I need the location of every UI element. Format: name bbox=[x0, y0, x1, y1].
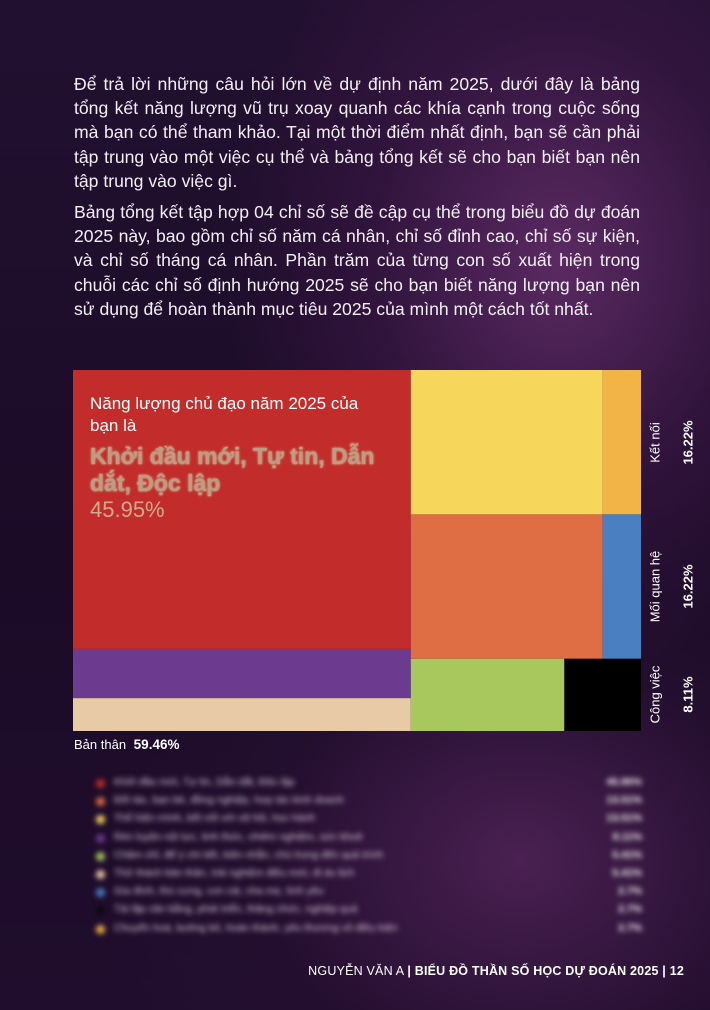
intro-paragraph-1: Để trả lời những câu hỏi lớn về dự định năm 2025, dưới đây là bảng tổng kết năng lượng vũ trụ xoay quanh các khía cạnh trong cuộc sống mà bạn có thể tham khảo. Tại một thời điểm nhất định, bạn sẽ cần phải tập trung vào một việc cụ thể và bảng tổng kết sẽ cho bạn biết bạn nên tập trung vào việc gì. bbox=[74, 74, 640, 191]
legend-swatch bbox=[96, 888, 105, 897]
legend-value: 5.41% bbox=[612, 848, 642, 861]
legend-swatch bbox=[96, 870, 105, 879]
legend-item bbox=[92, 848, 642, 866]
group-name-ban-than: Bản thân bbox=[74, 737, 127, 752]
group-percent-cong-viec: 8.11% bbox=[680, 676, 696, 713]
legend-label: Thử thách bản thân, trải nghiệm điều mới, đi du lịch bbox=[114, 866, 355, 879]
legend-item bbox=[92, 775, 642, 793]
group-percent-ket-noi: 16.22% bbox=[680, 420, 696, 465]
legend-swatch bbox=[96, 797, 105, 806]
treemap-cell-4 bbox=[73, 649, 411, 698]
legend-swatch bbox=[96, 815, 105, 824]
treemap-cell-9 bbox=[603, 370, 641, 514]
legend-item bbox=[92, 902, 642, 920]
legend-label: Rèn luyện nội lực, tinh thức, chiêm nghiệm, sức khoẻ bbox=[114, 830, 363, 843]
legend-value: 2.7% bbox=[618, 903, 642, 916]
legend-swatch bbox=[96, 925, 105, 934]
treemap-cell-2 bbox=[411, 514, 603, 658]
legend-value: 5.41% bbox=[612, 866, 642, 879]
dominant-energy-intro: Năng lượng chủ đạo năm 2025 của bạn là bbox=[90, 394, 359, 435]
group-percent-moi-quan-he: 16.22% bbox=[680, 564, 696, 609]
legend-item bbox=[92, 830, 642, 848]
legend-item bbox=[92, 793, 642, 811]
page-number: 12 bbox=[669, 964, 684, 978]
treemap-cell-7 bbox=[603, 514, 641, 658]
legend-value: 45.95% bbox=[606, 776, 642, 788]
legend-swatch bbox=[96, 779, 105, 788]
page-footer bbox=[308, 964, 684, 978]
legend-item bbox=[92, 811, 642, 829]
legend-label: Đối tác, bạn bè, đồng nghiệp, hợp tác kinh doanh bbox=[114, 794, 344, 807]
group-name-moi-quan-he: Mối quan hệ bbox=[647, 550, 663, 623]
treemap-cell-5 bbox=[411, 659, 565, 731]
legend-swatch bbox=[96, 834, 105, 843]
legend-value: 8.11% bbox=[612, 830, 642, 843]
intro-paragraph-2: Bảng tổng kết tập hợp 04 chỉ số sẽ đề cập cụ thể trong biểu đồ dự đoán 2025 này, bao gồm chỉ số năm cá nhân, chỉ số đỉnh cao, chỉ số sự kiện, và chỉ số tháng cá nhân. Phần trăm của từng con số xuất hiện trong chuỗi các chỉ số định hướng 2025 sẽ cho bạn biết năng lượng bạn nên sử dụng để hoàn thành mục tiêu 2025 của mình một cách tốt nhất. bbox=[74, 202, 640, 319]
legend-value: 13.51% bbox=[606, 812, 642, 825]
dominant-energy-title: Khởi đầu mới, Tự tin, Dẫn dắt, Độc lập bbox=[90, 443, 375, 496]
dominant-energy-callout bbox=[90, 393, 390, 523]
chart-legend bbox=[92, 775, 642, 939]
legend-value: 2.7% bbox=[618, 885, 642, 898]
legend-label: Chăm chỉ, để ý chi tiết, kiên nhẫn, chú trọng đến quá trình bbox=[114, 848, 384, 861]
treemap-cell-8 bbox=[564, 659, 641, 731]
group-label-ban-than bbox=[74, 737, 179, 752]
group-name-ket-noi: Kết nối bbox=[647, 421, 663, 463]
legend-value: 2.7% bbox=[618, 921, 642, 934]
legend-label: Gia đình, thú cưng, con cái, cha mẹ, tình yêu bbox=[114, 885, 324, 898]
legend-item bbox=[92, 866, 642, 884]
legend-label: Thể hiện mình, kết nối với xã hội, học hành bbox=[114, 812, 316, 825]
legend-swatch bbox=[96, 852, 105, 861]
legend-value: 13.51% bbox=[606, 794, 642, 807]
group-name-cong-viec: Công việc bbox=[647, 665, 663, 724]
legend-label: Tái lập cân bằng, phát triển, thăng chức, nghiệp quả bbox=[114, 903, 358, 916]
group-percent-ban-than: 59.46% bbox=[133, 737, 180, 752]
legend-item bbox=[92, 884, 642, 902]
legend-label: Khởi đầu mới, Tự tin, Dẫn dắt, Độc lập bbox=[114, 776, 295, 788]
legend-swatch bbox=[96, 906, 105, 915]
footer-author: NGUYỄN VĂN A bbox=[308, 964, 404, 978]
legend-item bbox=[92, 921, 642, 939]
treemap-cell-6 bbox=[73, 698, 411, 731]
footer-title: | BIỂU ĐỒ THẦN SỐ HỌC DỰ ĐOÁN 2025 | bbox=[407, 964, 666, 978]
dominant-energy-percent: 45.95% bbox=[90, 497, 165, 522]
treemap-cell-3 bbox=[411, 370, 603, 514]
legend-label: Chuyển hoá, buông bỏ, hoàn thành, yêu thương vô điều kiện bbox=[114, 921, 398, 934]
